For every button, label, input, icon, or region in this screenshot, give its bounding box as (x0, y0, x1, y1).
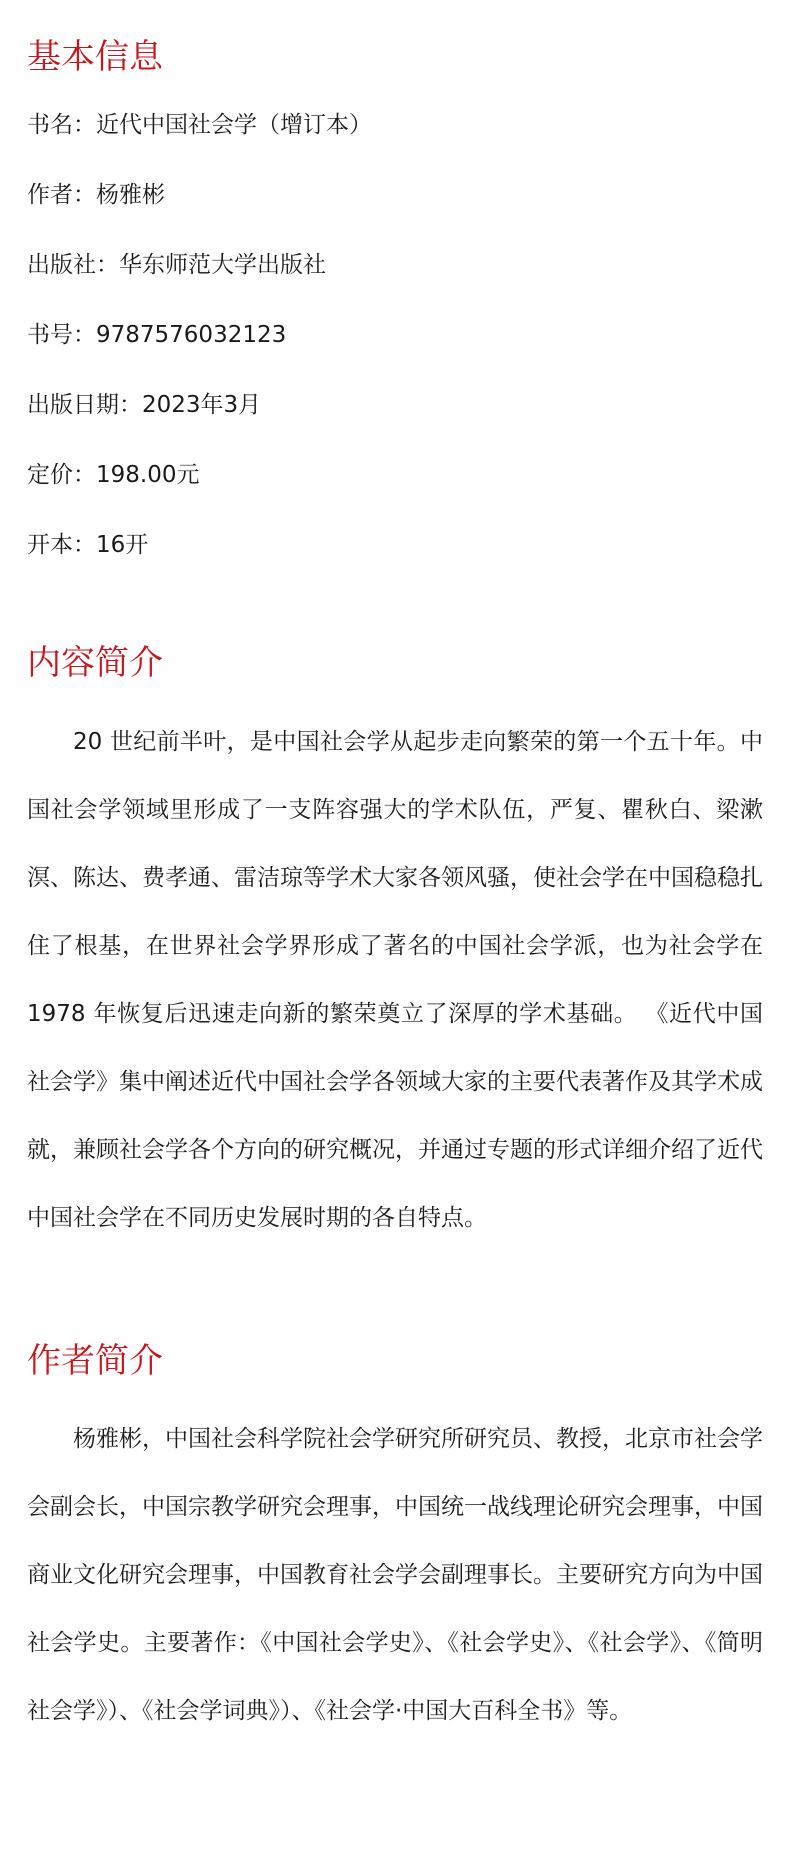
content-intro-text: 20 世纪前半叶，是中国社会学从起步走向繁荣的第一个五十年。中国社会学领域里形成了一支阵容强大的学术队伍，严复、瞿秋白、梁漱溟、陈达、费孝通、雷洁琼等学术大家各领风骚，使社会学在中国稳稳扎住了根基，在世界社会学界形成了著名的中国社会学派，也为社会学在 1978 年恢复后迅速走向新的繁荣奠立了深厚的学术基础。 《近代中国社会学》集中阐述近代中国社会学各领域大家的主要代表著作及其学术成就，兼顾社会学各个方向的研究概况，并通过专题的形式详细介绍了近代中国社会学在不同历史发展时期的各自特点。 (27, 729, 763, 1231)
info-publish-date: 出版日期：2023年3月 (27, 392, 262, 418)
author-intro-text: 杨雅彬，中国社会科学院社会学研究所研究员、教授，北京市社会学会副会长，中国宗教学研究会理事，中国统一战线理论研究会理事，中国商业文化研究会理事，中国教育社会学会副理事长。主要研究方向为中国社会学史。主要著作：《中国社会学史》、《社会学史》、《社会学》、《简明社会学》）、《社会学词典》）、《社会学·中国大百科全书》等。 (27, 1426, 763, 1724)
info-author: 作者：杨雅彬 (27, 182, 165, 208)
author-intro-heading: 作者简介 (27, 1341, 163, 1381)
info-price: 定价：198.00元 (27, 462, 200, 488)
basic-info-list (27, 114, 763, 557)
info-title: 书名：近代中国社会学（增订本） (27, 112, 372, 138)
content-intro-heading: 内容简介 (27, 643, 163, 683)
info-publisher: 出版社：华东师范大学出版社 (27, 252, 326, 278)
info-isbn: 书号：9787576032123 (27, 322, 287, 348)
info-format: 开本：16开 (27, 532, 149, 558)
basic-info-heading: 基本信息 (27, 37, 163, 77)
